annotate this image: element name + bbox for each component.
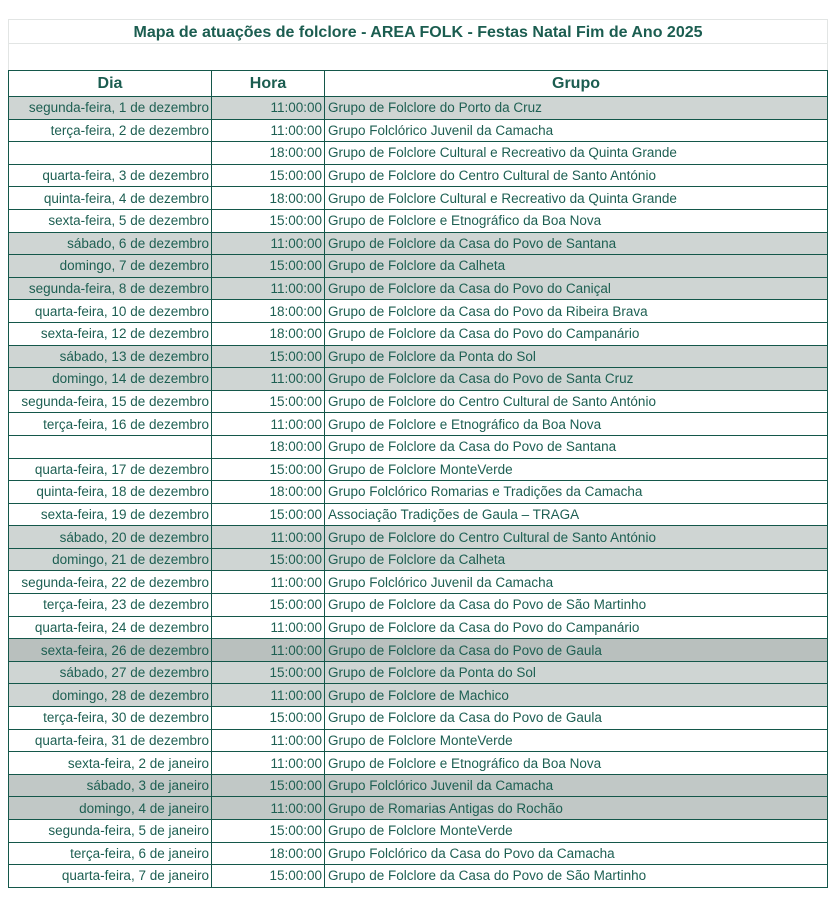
grupo-cell[interactable]: Grupo de Folclore de Machico <box>325 684 828 707</box>
hora-cell[interactable]: 11:00:00 <box>212 571 325 594</box>
table-row <box>9 413 828 436</box>
dia-cell[interactable]: quarta-feira, 3 de dezembro <box>9 164 212 187</box>
grupo-cell[interactable]: Grupo Folclórico da Casa do Povo da Camacha <box>325 842 828 865</box>
hora-cell[interactable]: 15:00:00 <box>212 255 325 278</box>
hora-cell[interactable]: 18:00:00 <box>212 322 325 345</box>
hora-cell[interactable]: 15:00:00 <box>212 345 325 368</box>
table-row <box>9 548 828 571</box>
grupo-cell[interactable]: Grupo de Folclore da Casa do Povo de São Martinho <box>325 594 828 617</box>
table-row <box>9 345 828 368</box>
grupo-cell[interactable]: Grupo de Folclore da Casa do Povo de São Martinho <box>325 865 828 888</box>
grupo-cell[interactable]: Grupo de Folclore da Casa do Povo do Caniçal <box>325 277 828 300</box>
grupo-cell[interactable]: Grupo de Folclore e Etnográfico da Boa Nova <box>325 209 828 232</box>
dia-cell[interactable]: domingo, 28 de dezembro <box>9 684 212 707</box>
hora-cell[interactable]: 15:00:00 <box>212 209 325 232</box>
dia-cell[interactable]: terça-feira, 16 de dezembro <box>9 413 212 436</box>
grupo-cell[interactable]: Grupo Folclórico Juvenil da Camacha <box>325 119 828 142</box>
grupo-cell[interactable]: Grupo Folclórico Juvenil da Camacha <box>325 774 828 797</box>
grupo-cell[interactable]: Grupo de Folclore da Casa do Povo de Gaula <box>325 707 828 730</box>
dia-cell[interactable]: terça-feira, 30 de dezembro <box>9 707 212 730</box>
hora-cell[interactable]: 15:00:00 <box>212 503 325 526</box>
dia-cell[interactable]: terça-feira, 6 de janeiro <box>9 842 212 865</box>
dia-cell[interactable]: domingo, 4 de janeiro <box>9 797 212 820</box>
hora-cell[interactable]: 18:00:00 <box>212 142 325 165</box>
grupo-cell[interactable]: Grupo de Folclore do Centro Cultural de Santo António <box>325 390 828 413</box>
grupo-cell[interactable]: Grupo de Folclore da Casa do Povo de Gaula <box>325 639 828 662</box>
grupo-cell[interactable]: Grupo de Folclore da Casa do Povo da Ribeira Brava <box>325 300 828 323</box>
table-row <box>9 684 828 707</box>
grupo-cell[interactable]: Grupo de Folclore da Casa do Povo de Santa Cruz <box>325 368 828 391</box>
dia-cell[interactable]: sábado, 13 de dezembro <box>9 345 212 368</box>
table-row <box>9 503 828 526</box>
table-row <box>9 164 828 187</box>
grupo-cell[interactable]: Grupo de Folclore do Porto da Cruz <box>325 97 828 120</box>
table-row <box>9 820 828 843</box>
grupo-cell[interactable]: Associação Tradições de Gaula – TRAGA <box>325 503 828 526</box>
grupo-cell[interactable]: Grupo de Folclore MonteVerde <box>325 729 828 752</box>
table-row <box>9 142 828 165</box>
table-row <box>9 639 828 662</box>
grupo-cell[interactable]: Grupo de Folclore e Etnográfico da Boa Nova <box>325 752 828 775</box>
dia-cell[interactable]: sexta-feira, 5 de dezembro <box>9 209 212 232</box>
dia-cell[interactable]: segunda-feira, 1 de dezembro <box>9 97 212 120</box>
hora-cell[interactable]: 11:00:00 <box>212 729 325 752</box>
table-row <box>9 458 828 481</box>
grupo-cell[interactable]: Grupo de Folclore da Casa do Povo do Campanário <box>325 616 828 639</box>
dia-cell[interactable]: sábado, 6 de dezembro <box>9 232 212 255</box>
sheet-title: Mapa de atuações de folclore - AREA FOLK - Festas Natal Fim de Ano 2025 <box>8 19 828 44</box>
dia-cell[interactable]: domingo, 21 de dezembro <box>9 548 212 571</box>
grupo-cell[interactable]: Grupo Folclórico Juvenil da Camacha <box>325 571 828 594</box>
hora-cell[interactable]: 11:00:00 <box>212 639 325 662</box>
hora-cell[interactable]: 18:00:00 <box>212 842 325 865</box>
hora-cell[interactable]: 11:00:00 <box>212 232 325 255</box>
dia-cell[interactable]: terça-feira, 2 de dezembro <box>9 119 212 142</box>
grupo-cell[interactable]: Grupo de Folclore da Calheta <box>325 548 828 571</box>
hora-cell[interactable]: 15:00:00 <box>212 661 325 684</box>
grupo-cell[interactable]: Grupo de Folclore da Calheta <box>325 255 828 278</box>
grupo-cell[interactable]: Grupo de Folclore do Centro Cultural de Santo António <box>325 526 828 549</box>
column-header-dia[interactable]: Dia <box>9 71 212 97</box>
hora-cell[interactable]: 11:00:00 <box>212 684 325 707</box>
hora-cell[interactable]: 11:00:00 <box>212 797 325 820</box>
table-row <box>9 526 828 549</box>
dia-cell[interactable]: sábado, 27 de dezembro <box>9 661 212 684</box>
table-row <box>9 729 828 752</box>
dia-cell[interactable]: quinta-feira, 18 de dezembro <box>9 481 212 504</box>
hora-cell[interactable]: 18:00:00 <box>212 481 325 504</box>
hora-cell[interactable]: 15:00:00 <box>212 865 325 888</box>
table-row <box>9 661 828 684</box>
grupo-cell[interactable]: Grupo de Folclore MonteVerde <box>325 820 828 843</box>
hora-cell[interactable]: 15:00:00 <box>212 820 325 843</box>
table-row <box>9 481 828 504</box>
table-row <box>9 797 828 820</box>
grupo-cell[interactable]: Grupo de Folclore da Casa do Povo do Campanário <box>325 322 828 345</box>
table-row <box>9 209 828 232</box>
hora-cell[interactable]: 18:00:00 <box>212 300 325 323</box>
table-row <box>9 707 828 730</box>
grupo-cell[interactable]: Grupo de Folclore da Ponta do Sol <box>325 661 828 684</box>
grupo-cell[interactable]: Grupo de Folclore da Ponta do Sol <box>325 345 828 368</box>
dia-cell[interactable]: sexta-feira, 2 de janeiro <box>9 752 212 775</box>
hora-cell[interactable]: 15:00:00 <box>212 774 325 797</box>
dia-cell[interactable]: segunda-feira, 8 de dezembro <box>9 277 212 300</box>
table-row <box>9 368 828 391</box>
dia-cell[interactable]: quarta-feira, 24 de dezembro <box>9 616 212 639</box>
dia-cell[interactable]: domingo, 7 de dezembro <box>9 255 212 278</box>
schedule-table <box>8 70 828 888</box>
table-row <box>9 187 828 210</box>
dia-cell[interactable]: quarta-feira, 31 de dezembro <box>9 729 212 752</box>
table-row <box>9 322 828 345</box>
grupo-cell[interactable]: Grupo de Folclore Cultural e Recreativo da Quinta Grande <box>325 142 828 165</box>
grupo-cell[interactable]: Grupo de Folclore da Casa do Povo de Santana <box>325 232 828 255</box>
column-header-grupo[interactable]: Grupo <box>325 71 828 97</box>
table-row <box>9 571 828 594</box>
grupo-cell[interactable]: Grupo Folclórico Romarias e Tradições da Camacha <box>325 481 828 504</box>
table-row <box>9 594 828 617</box>
table-row <box>9 255 828 278</box>
hora-cell[interactable]: 11:00:00 <box>212 616 325 639</box>
dia-cell[interactable]: segunda-feira, 15 de dezembro <box>9 390 212 413</box>
table-row <box>9 300 828 323</box>
dia-cell[interactable]: terça-feira, 23 de dezembro <box>9 594 212 617</box>
dia-cell[interactable] <box>9 142 212 165</box>
table-row <box>9 390 828 413</box>
hora-cell[interactable]: 11:00:00 <box>212 413 325 436</box>
table-row <box>9 97 828 120</box>
grupo-cell[interactable]: Grupo de Folclore Cultural e Recreativo da Quinta Grande <box>325 187 828 210</box>
hora-cell[interactable]: 11:00:00 <box>212 277 325 300</box>
dia-cell[interactable]: sexta-feira, 19 de dezembro <box>9 503 212 526</box>
dia-cell[interactable]: domingo, 14 de dezembro <box>9 368 212 391</box>
table-row <box>9 616 828 639</box>
table-row <box>9 774 828 797</box>
dia-cell[interactable]: quarta-feira, 7 de janeiro <box>9 865 212 888</box>
hora-cell[interactable]: 15:00:00 <box>212 164 325 187</box>
grupo-cell[interactable]: Grupo de Folclore e Etnográfico da Boa Nova <box>325 413 828 436</box>
table-row <box>9 842 828 865</box>
hora-cell[interactable]: 15:00:00 <box>212 707 325 730</box>
hora-cell[interactable]: 11:00:00 <box>212 752 325 775</box>
hora-cell[interactable]: 11:00:00 <box>212 97 325 120</box>
dia-cell[interactable]: segunda-feira, 22 de dezembro <box>9 571 212 594</box>
table-row <box>9 232 828 255</box>
dia-cell[interactable]: sexta-feira, 12 de dezembro <box>9 322 212 345</box>
dia-cell[interactable] <box>9 435 212 458</box>
spreadsheet <box>8 19 828 888</box>
grupo-cell[interactable]: Grupo de Romarias Antigas do Rochão <box>325 797 828 820</box>
column-header-hora[interactable]: Hora <box>212 71 325 97</box>
table-row <box>9 277 828 300</box>
hora-cell[interactable]: 15:00:00 <box>212 390 325 413</box>
table-body <box>9 97 828 888</box>
table-row <box>9 865 828 888</box>
hora-cell[interactable]: 11:00:00 <box>212 119 325 142</box>
hora-cell[interactable]: 18:00:00 <box>212 435 325 458</box>
hora-cell[interactable]: 11:00:00 <box>212 368 325 391</box>
grupo-cell[interactable]: Grupo de Folclore MonteVerde <box>325 458 828 481</box>
hora-cell[interactable]: 15:00:00 <box>212 594 325 617</box>
grupo-cell[interactable]: Grupo de Folclore do Centro Cultural de Santo António <box>325 164 828 187</box>
hora-cell[interactable]: 15:00:00 <box>212 458 325 481</box>
table-row <box>9 752 828 775</box>
header-row <box>9 71 828 97</box>
hora-cell[interactable]: 18:00:00 <box>212 187 325 210</box>
table-row <box>9 119 828 142</box>
dia-cell[interactable]: quarta-feira, 17 de dezembro <box>9 458 212 481</box>
dia-cell[interactable]: quinta-feira, 4 de dezembro <box>9 187 212 210</box>
table-row <box>9 435 828 458</box>
dia-cell[interactable]: sábado, 20 de dezembro <box>9 526 212 549</box>
hora-cell[interactable]: 11:00:00 <box>212 526 325 549</box>
dia-cell[interactable]: sexta-feira, 26 de dezembro <box>9 639 212 662</box>
grupo-cell[interactable]: Grupo de Folclore da Casa do Povo de Santana <box>325 435 828 458</box>
dia-cell[interactable]: sábado, 3 de janeiro <box>9 774 212 797</box>
dia-cell[interactable]: segunda-feira, 5 de janeiro <box>9 820 212 843</box>
blank-row <box>8 44 828 70</box>
dia-cell[interactable]: quarta-feira, 10 de dezembro <box>9 300 212 323</box>
hora-cell[interactable]: 15:00:00 <box>212 548 325 571</box>
